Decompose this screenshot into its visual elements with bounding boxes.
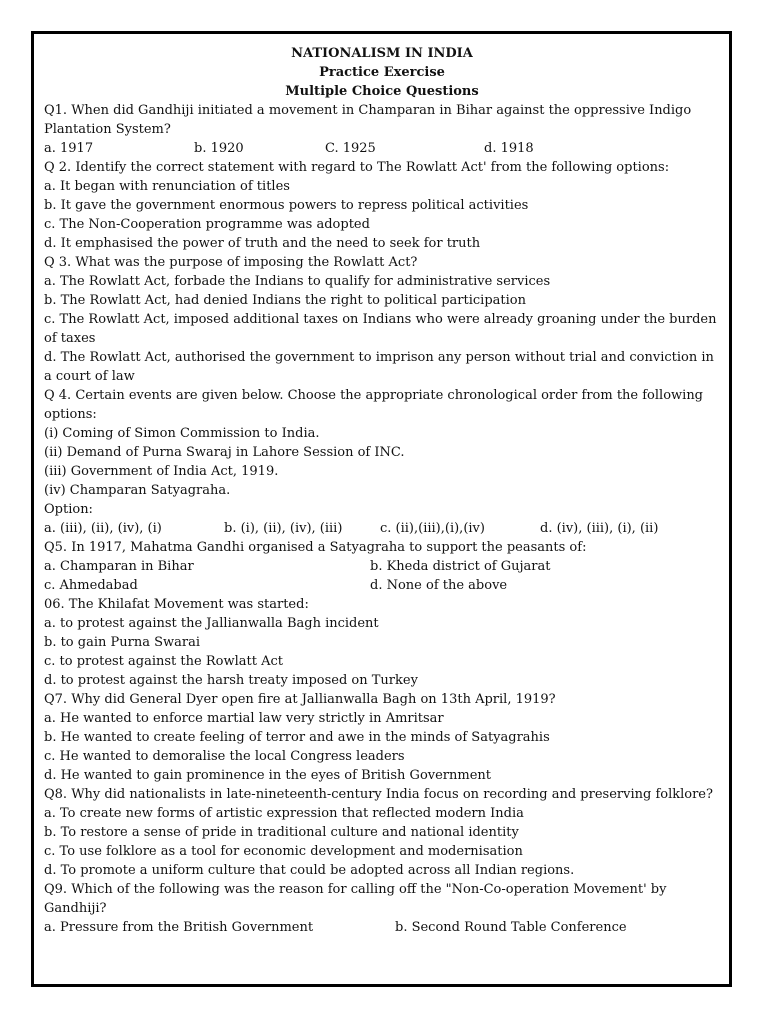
question-1-options [44, 139, 720, 158]
option: a. (iii), (ii), (iv), (i) [44, 521, 162, 536]
option: b. It gave the government enormous powers to repress political activities [44, 198, 529, 213]
option: b. He wanted to create feeling of terror and awe in the minds of Satyagrahis [44, 730, 550, 745]
option: a. Champaran in Bihar [44, 559, 194, 574]
option: b. Kheda district of Gujarat [370, 559, 551, 574]
option: a. To create new forms of artistic expression that reflected modern India [44, 806, 524, 821]
option: c. The Non-Cooperation programme was adopted [44, 217, 370, 232]
question-2: Q 2. Identify the correct statement with regard to The Rowlatt Act' from the following options: [44, 160, 670, 175]
option: b. To restore a sense of pride in traditional culture and national identity [44, 825, 519, 840]
section-heading: Multiple Choice Questions [285, 84, 479, 99]
option: c. To use folklore as a tool for economic development and modernisation [44, 844, 523, 859]
event-item: (ii) Demand of Purna Swaraj in Lahore Session of INC. [44, 445, 405, 460]
option: d. It emphasised the power of truth and the need to seek for truth [44, 236, 481, 251]
doc-title: NATIONALISM IN INDIA [291, 46, 473, 61]
question-6: 06. The Khilafat Movement was started: [44, 597, 309, 612]
option: c. Ahmedabad [44, 578, 138, 593]
option: d. He wanted to gain prominence in the eyes of British Government [44, 768, 492, 783]
option: b. The Rowlatt Act, had denied Indians the right to political participation [44, 293, 526, 308]
option: a. He wanted to enforce martial law very strictly in Amritsar [44, 711, 444, 726]
question-9-options [44, 918, 720, 937]
event-item: (i) Coming of Simon Commission to India. [44, 426, 320, 441]
option: d. None of the above [370, 578, 508, 593]
question-3: Q 3. What was the purpose of imposing the Rowlatt Act? [44, 255, 418, 270]
option: d. The Rowlatt Act, authorised the government to imprison any person without trial and conviction in a court of law [44, 350, 714, 384]
option: a. It began with renunciation of titles [44, 179, 290, 194]
question-9: Q9. Which of the following was the reason for calling off the "Non-Co-operation Movement' by Gandhiji? [44, 882, 667, 916]
question-7: Q7. Why did General Dyer open fire at Jallianwalla Bagh on 13th April, 1919? [44, 692, 556, 707]
option: c. (ii),(iii),(i),(iv) [380, 521, 485, 536]
event-item: (iv) Champaran Satyagraha. [44, 483, 231, 498]
question-5: Q5. In 1917, Mahatma Gandhi organised a Satyagraha to support the peasants of: [44, 540, 587, 555]
worksheet [44, 44, 720, 937]
option: b. to gain Purna Swarai [44, 635, 200, 650]
question-4: Q 4. Certain events are given below. Choose the appropriate chronological order from the following options: [44, 388, 704, 422]
question-1: Q1. When did Gandhiji initiated a movement in Champaran in Bihar against the oppressive Indigo Plantation System? [44, 103, 692, 137]
question-5-options-row-2 [44, 576, 720, 595]
option: b. (i), (ii), (iv), (iii) [224, 521, 343, 536]
option: a. Pressure from the British Government [44, 920, 314, 935]
event-item: (iii) Government of India Act, 1919. [44, 464, 279, 479]
option: d. (iv), (iii), (i), (ii) [540, 521, 659, 536]
option: d. to protest against the harsh treaty imposed on Turkey [44, 673, 418, 688]
option: a. The Rowlatt Act, forbade the Indians to qualify for administrative services [44, 274, 551, 289]
option: c. The Rowlatt Act, imposed additional taxes on Indians who were already groaning under the burden of taxes [44, 312, 717, 346]
question-5-options-row-1 [44, 557, 720, 576]
doc-subtitle: Practice Exercise [319, 65, 445, 80]
option-label: Option: [44, 502, 93, 517]
option: b. Second Round Table Conference [395, 920, 627, 935]
option: C. 1925 [325, 141, 376, 156]
question-4-options [44, 519, 720, 538]
option: d. To promote a uniform culture that could be adopted across all Indian regions. [44, 863, 575, 878]
option: c. He wanted to demoralise the local Congress leaders [44, 749, 405, 764]
option: c. to protest against the Rowlatt Act [44, 654, 283, 669]
question-8: Q8. Why did nationalists in late-nineteenth-century India focus on recording and preserving folklore? [44, 787, 713, 802]
option: b. 1920 [194, 141, 244, 156]
option: a. to protest against the Jallianwalla Bagh incident [44, 616, 379, 631]
option: a. 1917 [44, 141, 94, 156]
option: d. 1918 [484, 141, 534, 156]
